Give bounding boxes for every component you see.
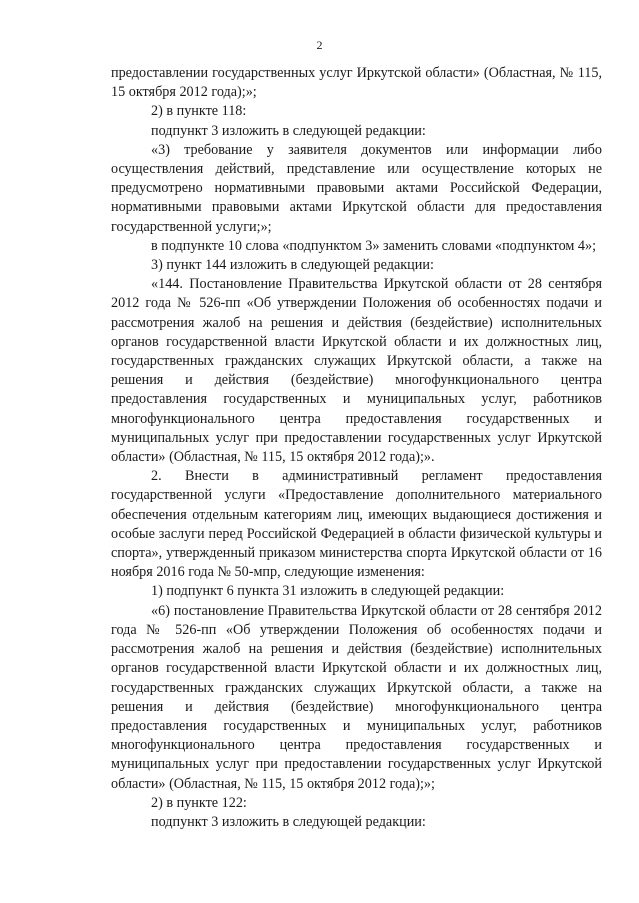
paragraph: предоставлении государственных услуг Иркутской области» (Областная, № 115, 15 октября 2012 года);»; bbox=[111, 65, 602, 101]
paragraph: «6) постановление Правительства Иркутской области от 28 сентября 2012 года № 526-пп «Об утверждении Положения об особенностях подачи и рассмотрения жалоб на решения и действия (бездействие) исполнительных органов государственной власти Иркутской области и их должностных лиц, государственных гражданских служащих Иркутской области, а также на решения и действия (бездействие) многофункционального центра предоставления государственных и муниципальных услуг, работников многофункционального центра предоставления государственных и муниципальных услуг при предоставлении государственных услуг Иркутской области» (Областная, № 115, 15 октября 2012 года);»; bbox=[111, 602, 602, 792]
paragraph: подпункт 3 изложить в следующей редакции: bbox=[151, 122, 426, 139]
paragraph: 2. Внести в административный регламент предоставления государственной услуги «Предоставление дополнительного материального обеспечения отдельным категориям лиц, имеющих выдающиеся достижения и особые заслуги перед Российской Федерацией в области физической культуры и спорта», утвержденный приказом министерства спорта Иркутской области от 16 ноября 2016 года № 50-мпр, следующие изменения: bbox=[111, 468, 602, 581]
paragraph: 3) пункт 144 изложить в следующей редакции: bbox=[151, 257, 434, 274]
paragraph: «144. Постановление Правительства Иркутской области от 28 сентября 2012 года № 526-пп «Об утверждении Положения об особенностях подачи и рассмотрения жалоб на решения и действия (бездействие) исполнительных органов государственной власти Иркутской области и их должностных лиц, государственных гражданских служащих Иркутской области, а также на решения и действия (бездействие) многофункционального центра предоставления государственных и муниципальных услуг, работников многофункционального центра предоставления государственных и муниципальных услуг при предоставлении государственных услуг Иркутской области» (Областная, № 115, 15 октября 2012 года);». bbox=[111, 276, 602, 466]
paragraph: в подпункте 10 слова «подпунктом 3» заменить словами «подпунктом 4»; bbox=[151, 237, 597, 254]
paragraph: 2) в пункте 122: bbox=[151, 794, 247, 811]
paragraph: 1) подпункт 6 пункта 31 изложить в следующей редакции: bbox=[151, 583, 505, 600]
paragraph: «3) требование у заявителя документов или информации либо осуществления действий, представление или осуществление которых не предусмотрено нормативными правовыми актами Российской Федерации, нормативными правовыми актами Иркутской области для предоставления государственной услуги;»; bbox=[111, 141, 602, 235]
paragraph: подпункт 3 изложить в следующей редакции: bbox=[151, 813, 426, 830]
document-body bbox=[111, 64, 602, 832]
paragraph: 2) в пункте 118: bbox=[151, 103, 247, 120]
page-number: 2 bbox=[316, 38, 323, 52]
